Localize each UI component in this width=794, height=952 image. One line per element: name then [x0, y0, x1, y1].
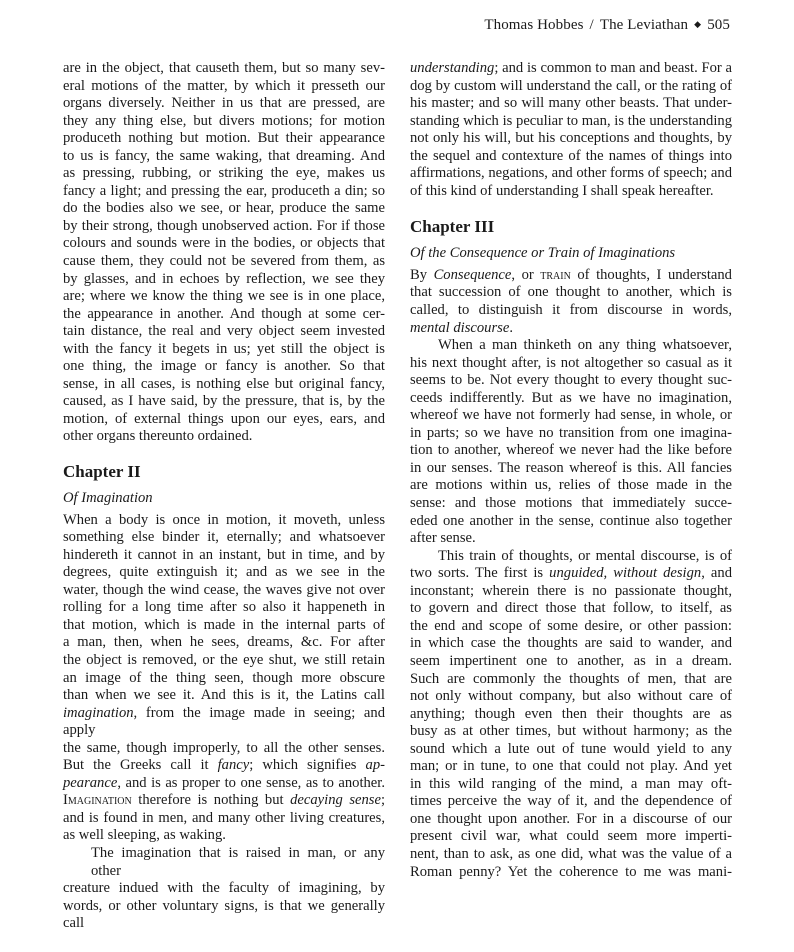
text-line: after sense. [410, 530, 476, 547]
page-number: 505 [707, 17, 730, 33]
text-line: by glasses, and in echoes by reflection, we see they [63, 270, 385, 287]
text-line: motion, of external things upon our eyes, ears, and [63, 410, 385, 427]
text-line: do the bodies also we see, or hear, produce the same [63, 200, 385, 217]
text-line: When a man thinketh on any thing whatsoever, [438, 337, 732, 354]
text-line: dog by custom will understand the call, or the rating of [410, 77, 732, 94]
text-line: of this kind of understanding I shall speak hereafter. [410, 182, 714, 199]
header-separator: / [589, 17, 594, 33]
italic-term: mental discourse [410, 319, 510, 336]
text-line: words, or other voluntary signs, is that we generally call [63, 897, 385, 932]
text-line: creature indued with the faculty of imagining, by [63, 880, 385, 897]
text-line: with the fancy it begets in us; yet still the object is [63, 340, 385, 357]
text-line: the sequel and contexture of the names of things into [410, 147, 732, 164]
text-line: whereof we have not formerly had sense, in whole, or [410, 407, 732, 424]
text-line: are; where we know the thing we see is in one place, [63, 288, 385, 305]
text-line: Such are commonly the thoughts of men, that are [410, 670, 732, 687]
text-line: not only his will, but his conceptions and thoughts, by [410, 130, 732, 147]
text-line: in our senses. The reason whereof is this. All fancies [410, 459, 732, 476]
text-run: But the Greeks call it [63, 757, 218, 774]
text-line: affirmations, negations, and other forms of speech; and [410, 165, 732, 182]
text-line: by their strong, though unobserved action. For if those [63, 217, 385, 234]
text-line: standing which is peculiar to man, is the understanding [410, 112, 732, 129]
text-run: , and is as proper to one sense, as to another. [117, 774, 385, 791]
header-work-title: The Leviathan [599, 17, 689, 33]
text-line: to us is fancy, the same waking, that dreaming. And [63, 147, 385, 164]
text-line: to govern and direct those that follow, to itself, as [410, 600, 732, 617]
continuation-paragraph [63, 60, 385, 446]
italic-term: understanding [410, 60, 495, 76]
running-head [484, 17, 730, 34]
text-line: called, to distinguish it from discourse in words, [410, 302, 732, 319]
text-line: they any thing else, but divers motions; for motion [63, 112, 385, 129]
right-column [410, 60, 732, 881]
text-line: eded one another in the sense, continue also together [410, 512, 732, 529]
italic-term: fancy [217, 757, 250, 774]
text-run: By [410, 266, 434, 283]
italic-term: decaying sense [290, 792, 381, 809]
text-run: ; which signifies [249, 757, 366, 774]
text-line: his master; and so will many other beasts. That under- [410, 95, 732, 112]
text-line: produceth nothing but motion. But their appearance [63, 130, 385, 147]
paragraph-consequence-3 [410, 548, 732, 881]
italic-term: imagination [63, 704, 134, 721]
continuation-paragraph-right [410, 60, 732, 200]
text-line: sound which a lute out of tune would yield to any [410, 740, 732, 757]
italic-term: unguided, without design [549, 565, 702, 582]
italic-term: Consequence [433, 266, 512, 283]
chapter-subtitle-iii: Of the Consequence or Train of Imaginations [410, 245, 676, 262]
text-run: ; [380, 792, 385, 809]
italic-term: pearance [63, 774, 118, 791]
text-line: one thing, the image or fancy is another. So that [63, 358, 385, 375]
text-line: a man, then, when he sees, dreams, &c. For after [63, 634, 385, 651]
text-line: an image of the thing seen, though more obscure [63, 669, 385, 686]
chapter-heading-iii: Chapter III [410, 217, 495, 237]
text-line: colours and sounds were in the bodies, or objects that [63, 235, 385, 252]
text-line: seem impertinent one to another, as in a dream. [410, 652, 732, 669]
text-line: water, though the wind cease, the waves give not over [63, 581, 385, 598]
text-line: than when we see it. And this is it, the Latins call [63, 687, 385, 704]
text-run: two sorts. The first is [410, 565, 550, 582]
text-line: hindereth it cannot in an instant, but in time, and by [63, 546, 385, 563]
text-line: The imagination that is raised in man, or any other [91, 844, 385, 879]
text-line: something else binder it, eternally; and whatsoever [63, 529, 385, 546]
chapter-heading-ii: Chapter II [63, 462, 141, 482]
paragraph-imagination-1 [63, 512, 385, 845]
text-line: tain distance, the real and very object seem invested [63, 323, 385, 340]
text-line: sense: and those motions that immediately succe- [410, 495, 732, 512]
text-line: busy as at other times, but without harmony; as the [410, 723, 732, 740]
text-line: other organs thereunto ordained. [63, 428, 253, 445]
text-run: therefore is nothing but [131, 792, 291, 809]
text-line: in which case the thoughts are said to wander, and [410, 635, 732, 652]
text-line: caused, as I have said, by the pressure, that is, by the [63, 393, 385, 410]
text-line: times perceive the way of it, and the dependence of [410, 793, 732, 810]
text-line: are motions within us, relies of those made in the [410, 477, 732, 494]
paragraph-imagination-2 [63, 845, 385, 933]
text-line: the appearance in another. And though at some cer- [63, 305, 385, 322]
text-line: man; or in tune, to one that could not play. And yet [410, 758, 732, 775]
small-caps-term: train [540, 266, 571, 283]
chapter-subtitle-ii: Of Imagination [63, 490, 153, 507]
left-column [63, 60, 385, 933]
text-line: in this wild ranging of the mind, a man may oft- [410, 775, 732, 792]
text-line: cause them, they could not be severed from them, as [63, 253, 385, 270]
text-line: and is found in men, and many other living creatures, [63, 809, 385, 826]
text-run: . [509, 319, 513, 336]
text-line: This train of thoughts, or mental discourse, is of [438, 547, 732, 564]
text-line: his next thought after, is not altogether so casual as it [410, 354, 732, 371]
text-line: the same, though improperly, to all the other senses. [63, 739, 385, 756]
text-line: as well sleeping, as waking. [63, 827, 226, 844]
text-line: eral motions of the matter, by which it presseth our [63, 77, 385, 94]
text-run: ; and is common to man and beast. For a [494, 60, 732, 76]
text-run: , from the image made in seeing; and apply [63, 704, 385, 739]
text-line: ceeds indifferently. But as we have no imagination, [410, 389, 732, 406]
text-line: inconstant; wherein there is no passionate thought, [410, 582, 732, 599]
text-run: , and [701, 565, 732, 582]
text-line: nent, than to ask, as one did, what was the value of a [410, 845, 732, 862]
header-author: Thomas Hobbes [484, 17, 584, 33]
text-line: that succession of one thought to another, which is [410, 284, 732, 301]
text-run: of thoughts, I understand [570, 266, 732, 283]
text-line: in parts; so we have no transition from one imagina- [410, 424, 732, 441]
italic-term: ap- [365, 757, 385, 774]
text-line: sense, in all cases, is nothing else but original fancy, [63, 375, 385, 392]
text-line: anything; though even then their thoughts are as [410, 705, 732, 722]
text-line: fancy a light; and pressing the ear, produceth a din; so [63, 182, 385, 199]
text-line: the end and scope of some desire, or other passion: [410, 617, 732, 634]
text-line: Roman penny? Yet the coherence to me was mani- [410, 863, 732, 880]
text-line: organs diversely. Neither in us that are pressed, are [63, 95, 385, 112]
text-line: When a body is once in motion, it moveth, unless [63, 511, 385, 528]
text-line: are in the object, that causeth them, but so many sev- [63, 60, 385, 76]
paragraph-consequence-1 [410, 267, 732, 337]
text-run: , or [511, 266, 541, 283]
text-line: rolling for a long time after so also it happeneth in [63, 599, 385, 616]
small-caps-term: Imagination [63, 792, 132, 809]
diamond-ornament-icon: ◆ [694, 19, 702, 29]
text-line: degrees, quite extinguish it; and as we see in the [63, 564, 385, 581]
paragraph-consequence-2 [410, 337, 732, 548]
text-line: tion to another, whereof we never had the like before [410, 442, 732, 459]
text-line: that motion, which is made in the internal parts of [63, 616, 385, 633]
text-line: present civil war, what could seem more imperti- [410, 828, 732, 845]
text-line: as pressing, rubbing, or striking the eye, makes us [63, 165, 385, 182]
text-line: the object is removed, or the eye shut, we still retain [63, 651, 385, 668]
text-line: not only without company, but also without care of [410, 688, 732, 705]
text-line: seems to be. Not every thought to every thought suc- [410, 372, 732, 389]
text-line: one thought upon another. For in a discourse of our [410, 810, 732, 827]
